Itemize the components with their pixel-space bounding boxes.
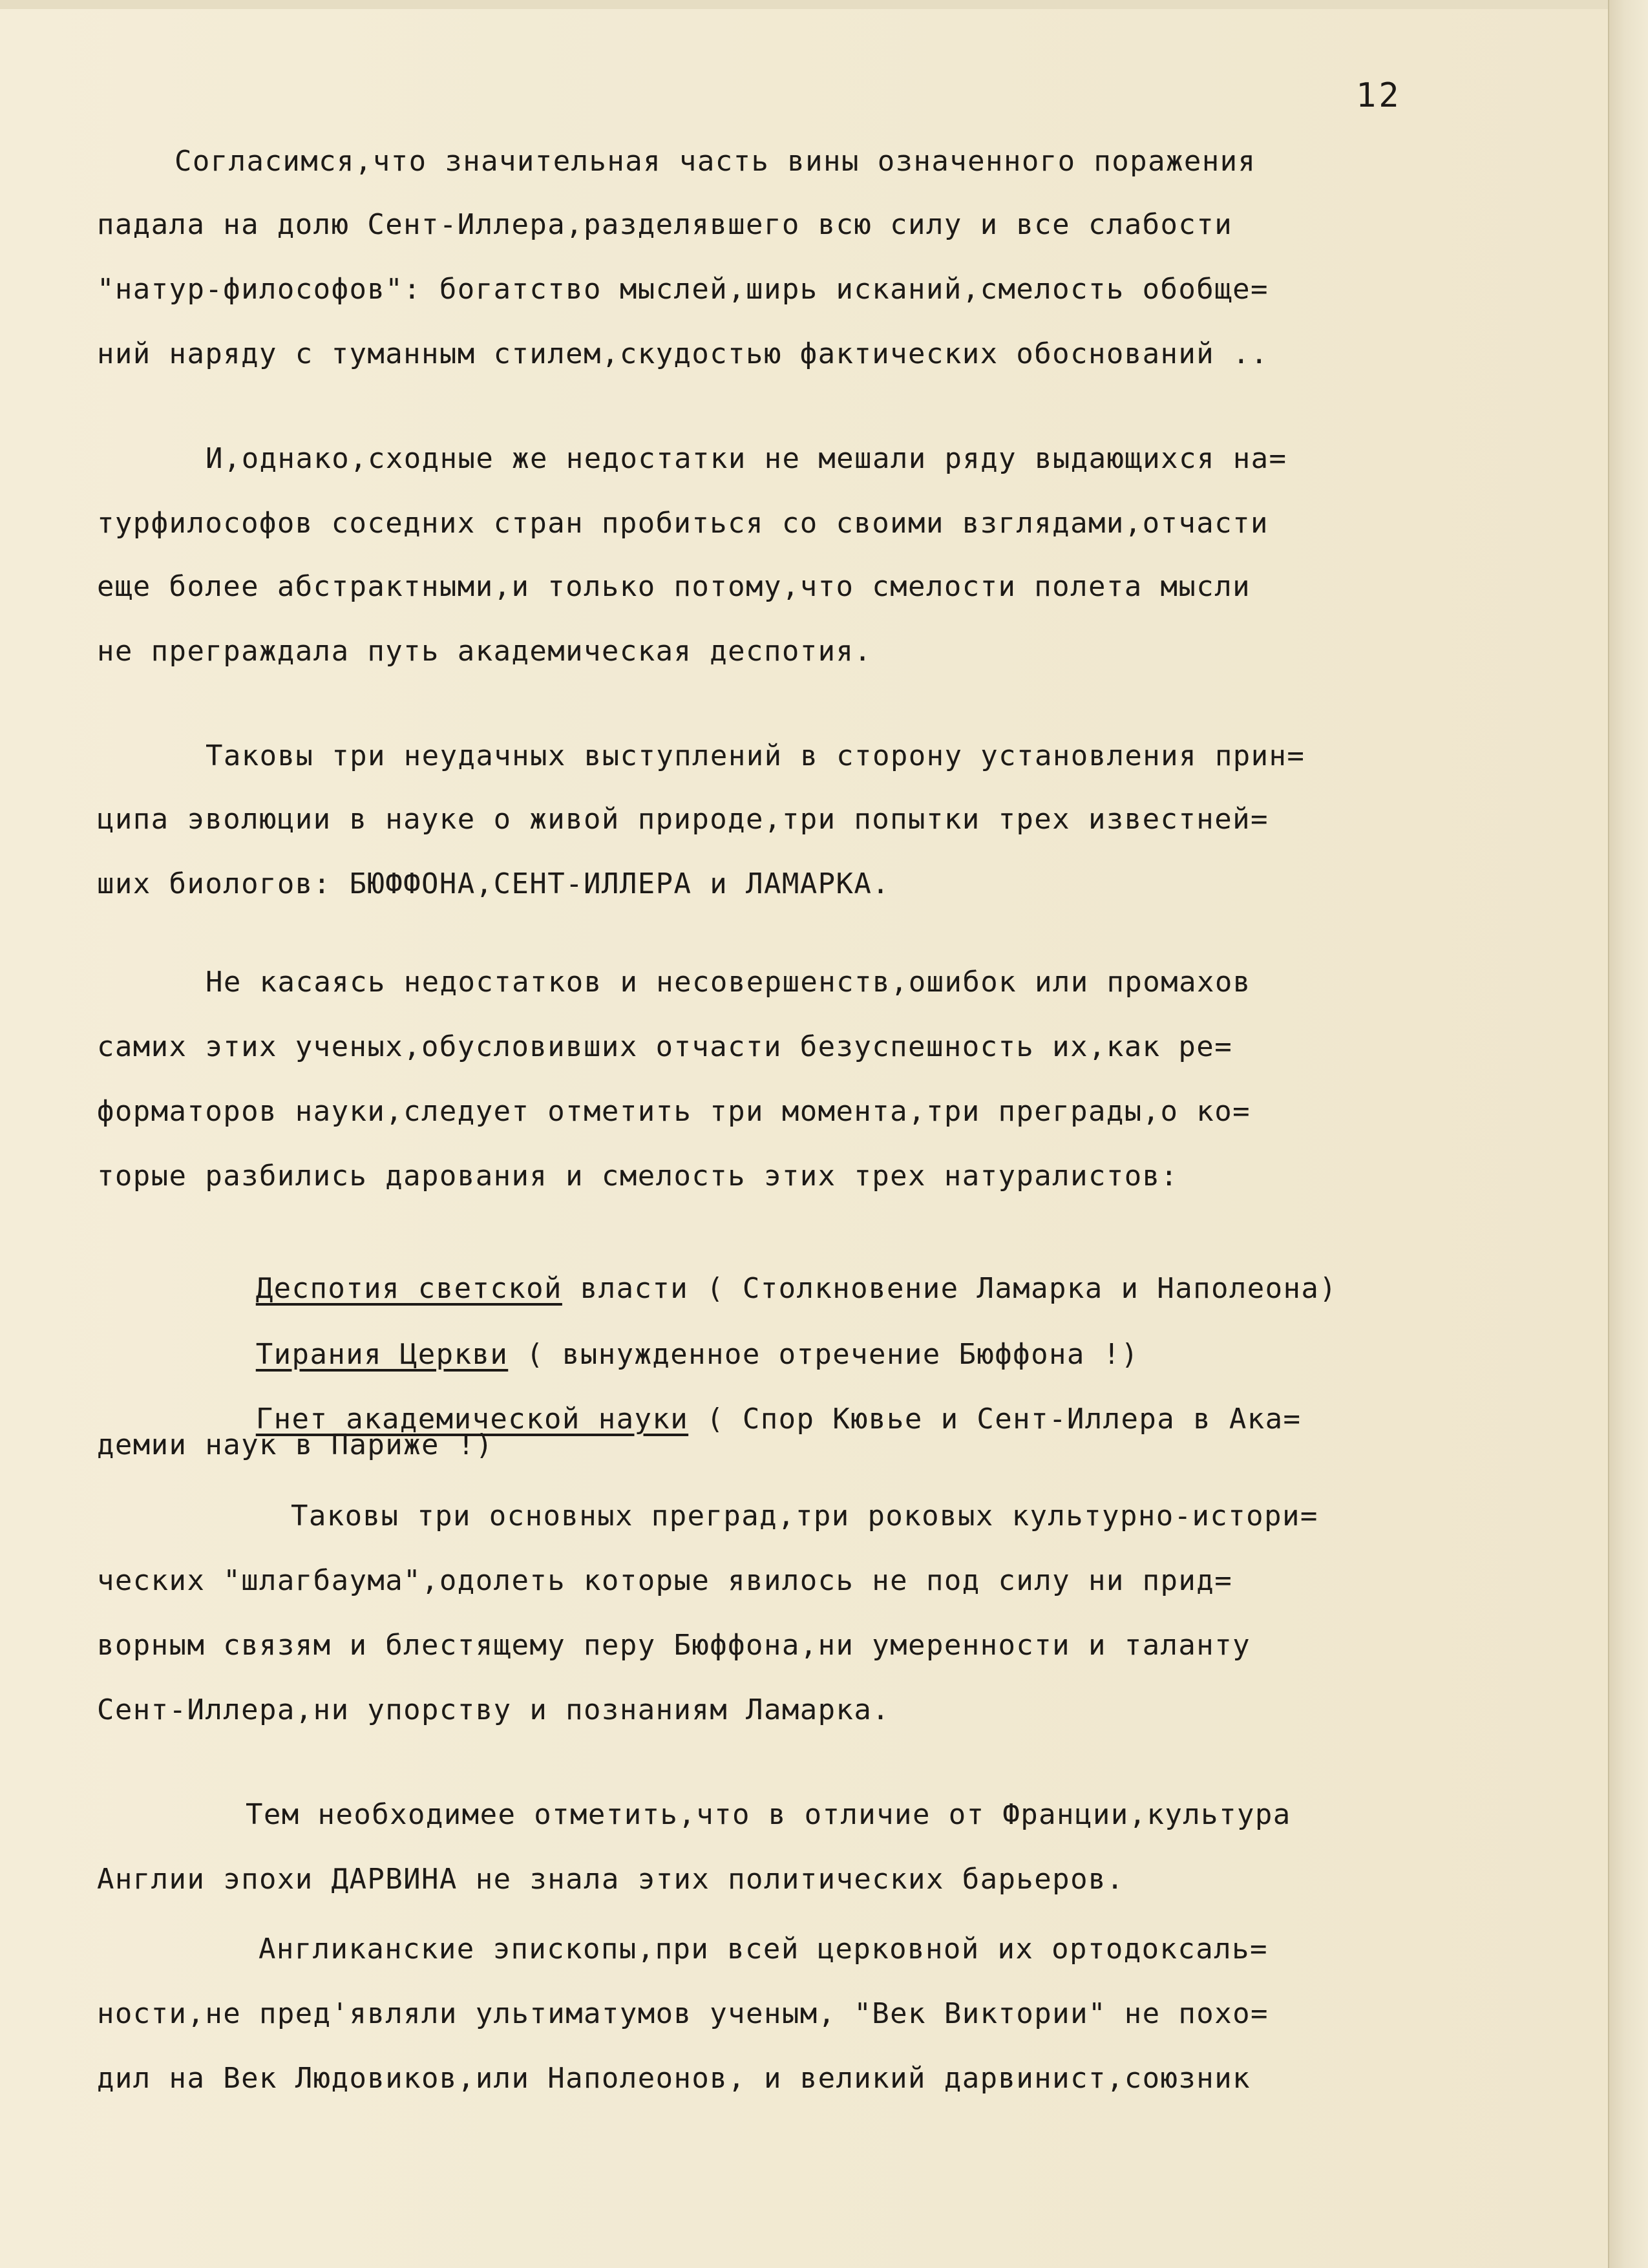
barrier-rest: власти ( Столкновение Ламарка и Наполеона) <box>562 1272 1338 1305</box>
text-line: самих этих ученых,обусловивших отчасти безуспешность их,как ре= <box>97 1030 1233 1063</box>
text-line: Таковы три основных преград,три роковых культурно-истори= <box>291 1500 1318 1532</box>
text-line: Таковы три неудачных выступлений в сторону установления прин= <box>206 739 1305 772</box>
paper-right-edge <box>1608 0 1648 2268</box>
text-line: не преграждала путь академическая деспотия. <box>97 635 872 668</box>
text-line: падала на долю Сент-Иллера,разделявшего всю силу и все слабости <box>97 208 1233 241</box>
text-line: демии наук в Париже !) <box>97 1428 494 1461</box>
barrier-label: Деспотия светской <box>255 1272 562 1305</box>
barrier-rest: ( вынужденное отречение Бюффона !) <box>508 1338 1139 1371</box>
text-line: ворным связям и блестящему перу Бюффона,ни умеренности и таланту <box>97 1629 1251 1662</box>
text-line: дил на Век Людовиков,или Наполеонов, и великий дарвинист,союзник <box>97 2062 1251 2095</box>
text-line: Тем необходимее отметить,что в отличие от Франции,культура <box>246 1798 1291 1831</box>
text-line: ческих "шлагбаума",одолеть которые явилось не под силу ни прид= <box>97 1564 1233 1597</box>
text-line: торые разбились дарования и смелость этих трех натуралистов: <box>97 1160 1179 1192</box>
barrier-label: Тирания Церкви <box>255 1338 509 1371</box>
page-number: 12 <box>1356 76 1402 115</box>
text-line: И,однако,сходные же недостатки не мешали ряду выдающихся на= <box>206 442 1287 475</box>
text-line: форматоров науки,следует отметить три момента,три преграды,о ко= <box>97 1095 1251 1128</box>
text-line: ности,не пред'являли ультиматумов ученым, "Век Виктории" не похо= <box>97 1997 1269 2030</box>
text-line: Англии эпохи ДАРВИНА не знала этих политических барьеров. <box>97 1863 1125 1896</box>
text-line: Англиканские эпископы,при всей церковной их ортодоксаль= <box>259 1933 1268 1966</box>
text-line: турфилософов соседних стран пробиться со своими взглядами,отчасти <box>97 507 1269 540</box>
text-line: "натур-философов": богатство мыслей,ширь исканий,смелость обобще= <box>97 273 1269 306</box>
text-line: ших биологов: БЮФФОНА,СЕНТ-ИЛЛЕРА и ЛАМАРКА. <box>97 867 891 900</box>
barrier-label: Гнет академической науки <box>255 1403 689 1436</box>
barrier-rest: ( Спор Кювье и Сент-Иллера в Ака= <box>688 1403 1302 1436</box>
text-line: Не касаясь недостатков и несовершенств,ошибок или промахов <box>206 966 1251 999</box>
text-line: еще более абстрактными,и только потому,что смелости полета мысли <box>97 570 1251 603</box>
text-line: ципа эволюции в науке о живой природе,три попытки трех известней= <box>97 803 1269 836</box>
paper-top-edge <box>0 0 1609 9</box>
text-line: Сент-Иллера,ни упорству и познаниям Ламарка. <box>97 1693 891 1726</box>
text-line: ний наряду с туманным стилем,скудостью фактических обоснований .. <box>97 337 1269 370</box>
text-line: Согласимся,что значительная часть вины означенного поражения <box>174 145 1256 178</box>
